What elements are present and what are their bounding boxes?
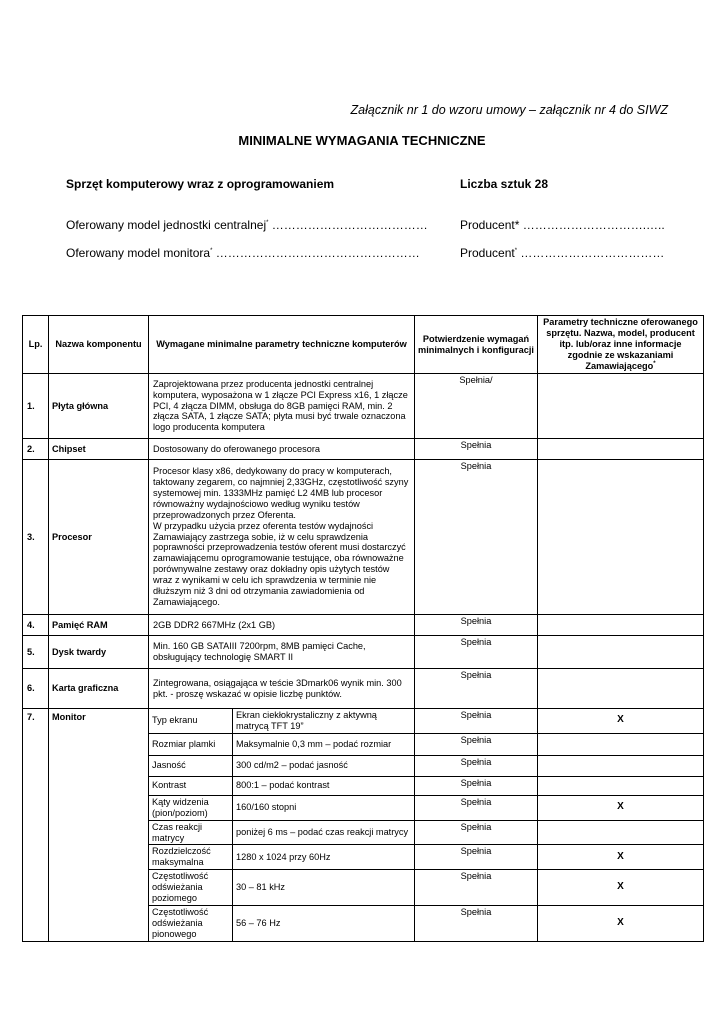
offered-params-cell[interactable] [538,636,704,669]
monitor-param-value: Ekran ciekłokrystaliczny z aktywną matrycą TFT 19” [233,709,415,734]
monitor-param-name: Kontrast [149,776,233,795]
offered-params-mark[interactable] [538,820,704,845]
offered-params-cell[interactable] [538,669,704,709]
component-name: Procesor [49,460,149,615]
requirement-text: Min. 160 GB SATAIII 7200rpm, 8MB pamięci Cache, obsługujący technologię SMART II [149,636,415,669]
monitor-param-value: 30 – 81 kHz [233,870,415,906]
confirm-cell[interactable]: Spełnia [415,820,538,845]
component-name: Płyta główna [49,374,149,439]
equipment-label: Sprzęt komputerowy wraz z oprogramowaniem [66,177,335,191]
confirm-cell[interactable]: Spełnia [415,615,538,636]
requirement-text: 2GB DDR2 667MHz (2x1 GB) [149,615,415,636]
footnote-star: * [514,248,518,254]
offered-params-mark[interactable]: X [538,795,704,820]
requirement-text: Zintegrowana, osiągająca w teście 3Dmark06 wynik min. 300 pkt. - proszę wskazać w opisie liczbę punktów. [149,669,415,709]
document-title: MINIMALNE WYMAGANIA TECHNICZNE [238,133,486,148]
offered-cpu-unit [66,218,428,232]
monitor-param-name: Kąty widzenia (pion/poziom) [149,795,233,820]
offered-params-mark[interactable] [538,733,704,755]
offered-monitor-label: Oferowany model monitora [66,246,211,260]
header-lp: Lp. [23,316,49,374]
row-number: 2. [23,439,49,460]
requirement-text: Dostosowany do oferowanego procesora [149,439,415,460]
monitor-param-value: 1280 x 1024 przy 60Hz [233,845,415,870]
monitor-param-value: 800:1 – podać kontrast [233,776,415,795]
offered-params-cell[interactable] [538,374,704,439]
monitor-param-name: Rozmiar plamki [149,733,233,755]
confirm-cell[interactable]: Spełnia [415,755,538,776]
confirm-cell[interactable]: Spełnia [415,733,538,755]
confirm-cell[interactable]: Spełnia [415,636,538,669]
monitor-param-name: Rozdzielczość maksymalna [149,845,233,870]
confirm-cell[interactable]: Spełnia [415,845,538,870]
row-number: 5. [23,636,49,669]
offered-params-mark[interactable]: X [538,709,704,734]
offered-params-mark[interactable]: X [538,845,704,870]
confirm-cell[interactable]: Spełnia [415,905,538,941]
producer-cpu [460,218,665,232]
row-number: 7. [23,709,49,942]
component-name: Karta graficzna [49,669,149,709]
confirm-cell[interactable]: Spełnia [415,460,538,615]
offered-params-mark[interactable] [538,776,704,795]
table-row-monitor [23,709,704,734]
offered-params-cell[interactable] [538,439,704,460]
table-row [23,439,704,460]
producer-monitor [460,246,664,260]
confirm-cell[interactable]: Spełnia [415,795,538,820]
offered-cpu-unit-label: Oferowany model jednostki centralnej [66,218,267,232]
table-row [23,460,704,615]
offered-params-mark[interactable]: X [538,870,704,906]
requirement-text: Procesor klasy x86, dedykowany do pracy w komputerach, taktowany zegarem, co najmniej 2,33GHz, częstotliwość szyny systemowej min. 1333MHz pamięć L2 4MB lub procesor równoważny wydajnościowo według wyniku testów przeprowadzonych przez Oferenta. W przypadku użycia przez oferenta testów wydajności Zamawiający zastrzega sobie, iż w celu sprawdzenia poprawności przeprowadzenia testów oferent musi dostarczyć zamawiającemu oprogramowanie testujące, oba równoważne porównywalne zestawy oraz dokładny opis użytych testów wraz z wynikami w celu ich sprawdzenia w terminie nie dłuższym niż 3 dni od otrzymania zawiadomienia od Zamawiającego. [149,460,415,615]
monitor-param-value: poniżej 6 ms – podać czas reakcji matrycy [233,820,415,845]
confirm-cell[interactable]: Spełnia [415,709,538,734]
row-number: 4. [23,615,49,636]
header-offered-params [538,316,704,374]
table-row [23,669,704,709]
monitor-param-name: Typ ekranu [149,709,233,734]
offered-cpu-unit-field[interactable]: ………………………………… [268,218,428,232]
header-component: Nazwa komponentu [49,316,149,374]
offered-params-mark[interactable] [538,755,704,776]
monitor-param-value: 160/160 stopni [233,795,415,820]
table-row [23,615,704,636]
requirements-table [22,315,704,942]
row-number: 3. [23,460,49,615]
footnote-star: * [653,360,656,367]
annex-note: Załącznik nr 1 do wzoru umowy – załącznik nr 4 do SIWZ [350,103,668,117]
requirement-text: Zaprojektowana przez producenta jednostki centralnej komputera, wyposażona w 1 złącze PCI Express x16, 1 złącze PCI, 4 złącza DIMM, obsługa do 8GB pamięci RAM, min. 2 złącza SATA, 1 złącze SATA; płyta musi być trwale oznaczona logo producenta komputera [149,374,415,439]
offered-params-mark[interactable]: X [538,905,704,941]
confirm-cell[interactable]: Spełnia [415,870,538,906]
component-name: Pamięć RAM [49,615,149,636]
component-name: Dysk twardy [49,636,149,669]
table-header-row [23,316,704,374]
row-number: 1. [23,374,49,439]
confirm-cell[interactable]: Spełnia/ [415,374,538,439]
confirm-cell[interactable]: Spełnia [415,669,538,709]
header-confirm: Potwierdzenie wymagań minimalnych i konfiguracji [415,316,538,374]
producer-monitor-field[interactable]: ……………………………… [517,246,665,260]
confirm-cell[interactable]: Spełnia [415,776,538,795]
producer-cpu-field[interactable]: ………………………….….. [519,218,665,232]
header-offered-params-text: Parametry techniczne oferowanego sprzętu. Nazwa, model, producent itp. lub/oraz inne informacje zgodnie ze wskazaniami Zamawiającego [543,317,698,371]
row-number: 6. [23,669,49,709]
monitor-param-name: Częstotliwość odświeżania pionowego [149,905,233,941]
table-row [23,374,704,439]
monitor-param-name: Czas reakcji matrycy [149,820,233,845]
monitor-param-value: 300 cd/m2 – podać jasność [233,755,415,776]
component-name: Monitor [49,709,149,942]
quantity-label: Liczba sztuk 28 [460,177,549,191]
footnote-star: * [266,220,269,226]
monitor-param-value: Maksymalnie 0,3 mm – podać rozmiar [233,733,415,755]
component-name: Chipset [49,439,149,460]
monitor-param-name: Jasność [149,755,233,776]
offered-params-cell[interactable] [538,460,704,615]
producer-cpu-label: Producent* [460,218,520,232]
footnote-star: * [210,248,213,254]
table-row [23,636,704,669]
offered-monitor [66,246,420,260]
monitor-param-name: Częstotliwość odświeżania poziomego [149,870,233,906]
offered-params-cell[interactable] [538,615,704,636]
offered-monitor-field[interactable]: …………………………………………… [212,246,420,260]
confirm-cell[interactable]: Spełnia [415,439,538,460]
monitor-param-value: 56 – 76 Hz [233,905,415,941]
header-requirements: Wymagane minimalne parametry techniczne komputerów [149,316,415,374]
producer-monitor-label: Producent [460,246,515,260]
